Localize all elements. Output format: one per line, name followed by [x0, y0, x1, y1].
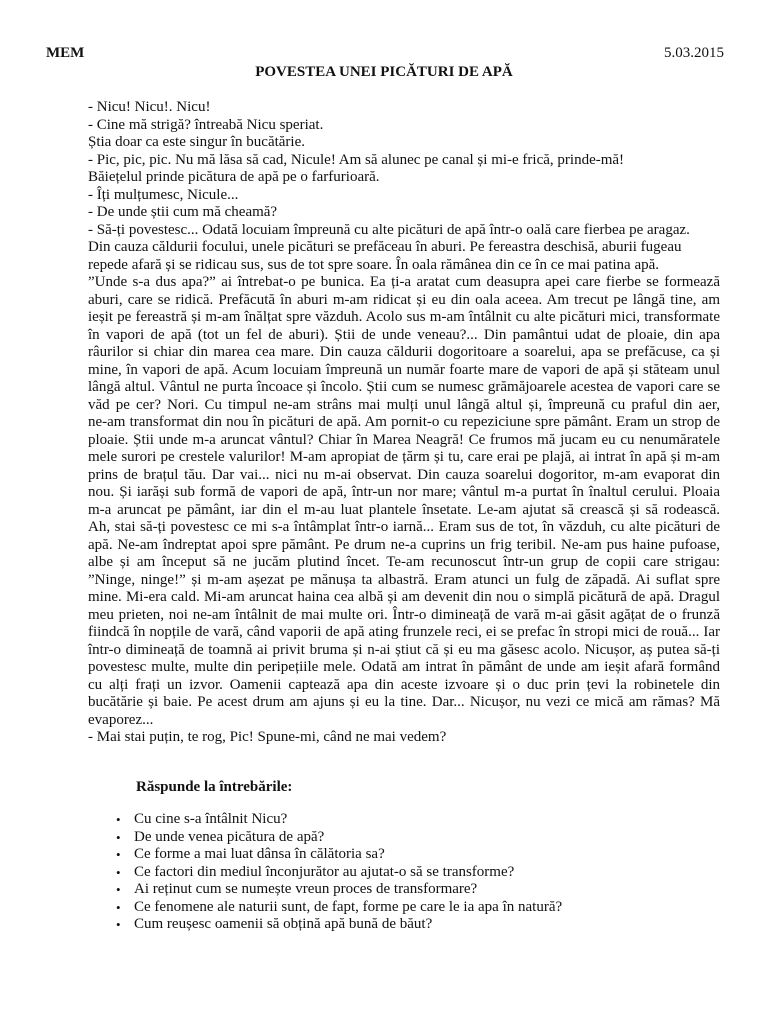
story-line: ”Unde s-a dus apa?” ai întrebat-o pe bunica. Ea ți-a aratat cum deasupra apei care fierbe se formează: [88, 274, 720, 290]
story-line: Ah, stai să-ți povestesc ce mi s-a întâmplat într-o iarnă... Eram sus de tot, în văzduh, cu alte picături de: [88, 519, 720, 535]
story-line: văd pe cer? Nori. Cu timpul ne-am strâns mai mulți unul lângă altul și, împreună cu praful din aer,: [88, 396, 720, 413]
story-line: Din cauza căldurii focului, unele picături se prefăceau în aburi. Pe fereastra deschisă, aburii fugeau: [88, 239, 682, 255]
bullet-icon: •: [116, 899, 121, 915]
story-line: evaporez...: [88, 711, 154, 728]
story-line: albe și am început să ne jucăm plutind încet. Te-am recunoscut într-un grup de copii care strigau:: [88, 554, 720, 570]
question-item: [116, 881, 676, 899]
story-line: m-a aruncat pe pământ, iar din el m-au luat plantele însetate. Le-am ajutat să crească și să rodească.: [88, 501, 720, 518]
story-line: râurilor si chiar din marea cea mare. Din cauza căldurii dogoritoare a soarelui, apa se prefăcuse, ca și: [88, 344, 720, 360]
story-line: meu prieten, noi ne-am întâlnit de mai multe ori. Într-o dimineață de vară m-ai găsit agățat de o frunză: [88, 606, 720, 623]
question-text: Ce fenomene ale naturii sunt, de fapt, forme pe care le ia apa în natură?: [134, 898, 563, 915]
question-item: [116, 899, 676, 917]
bullet-icon: •: [116, 829, 121, 845]
story-line: ne-am transformat din nou în picături de apă. Am pornit-o cu repeziciune spre pământ. Eram un strop de: [88, 414, 720, 430]
story-line: repede afară și se ridicau sus, sus de tot spre soare. În oala rămânea din ce în ce mai patina apă.: [88, 256, 660, 273]
question-item: [116, 916, 676, 934]
questions-list: [116, 811, 676, 934]
story-line: într-o dimineață de toamnă ai privit bruma și n-ai știut că și eu ma găsesc acolo. Nicușor, aș putea să-ți: [88, 641, 720, 658]
bullet-icon: •: [116, 882, 121, 897]
story-text: [88, 99, 720, 747]
question-item: [116, 811, 676, 829]
question-item: [116, 846, 676, 864]
question-text: Ai reținut cum se numește vreun proces de transformare?: [134, 881, 478, 897]
bullet-icon: •: [116, 864, 121, 880]
story-line: ”Ninge, ninge!” și m-am așezat pe mănușa ta albastră. Eram atunci un fulg de zăpadă. Ai suflat spre: [88, 571, 720, 588]
document-date: 5.03.2015: [664, 45, 724, 61]
story-line: cu alți frați un izvor. Oamenii captează apa din aceste izvoare și o duc prin țevi la robinetele din: [88, 676, 720, 693]
story-line: nou. Și iarăși sub formă de vapori de apă, într-un nor mare; vântul m-a purtat în înaltul cerului. Ploaia: [88, 484, 720, 500]
story-line: - Cine mă strigă? întreabă Nicu speriat.: [88, 116, 324, 133]
question-text: Ce forme a mai luat dânsa în călătoria sa?: [134, 846, 385, 862]
story-line: apă. Ne-am îndreptat apoi spre pământ. Pe drum ne-a cuprins un frig teribil. Ne-am pus haine pufoase,: [88, 536, 720, 553]
story-line: ieșit pe fereastră și m-am înălțat spre văzduh. Acolo sus m-am întâlnit cu alte picături mici, transformate: [88, 309, 720, 325]
question-item: [116, 864, 676, 882]
bullet-icon: •: [116, 812, 121, 827]
story-line: Băiețelul prinde picătura de apă pe o farfurioară.: [88, 169, 380, 185]
story-line: ploaie. Știi unde m-a aruncat vântul? Chiar în Marea Neagră! Ce frumos mă jucam eu cu nenumăratele: [88, 431, 720, 448]
story-line: - Pic, pic, pic. Nu mă lăsa să cad, Nicule! Am să alunec pe canal și mi-e frică, prinde-mă!: [88, 151, 625, 168]
story-line: în vapori de apă (tot un fel de aburi). Știi de unde veneau?... Din pamântui udat de ploaie, din apa: [88, 326, 720, 343]
question-text: Cum reușesc oamenii să obțină apă bună de băut?: [134, 916, 433, 932]
story-line: mine. Mi-era cald. Mi-am aruncat haina cea albă și am devenit din nou o simplă picătură de apă. Dragul: [88, 589, 720, 605]
story-line: fiindcă în nopțile de vară, când vaporii de apă ating frunzele reci, ei se prefac în stropi mici de rouă... Iar: [88, 624, 720, 640]
story-line: - De unde știi cum mă cheamă?: [88, 204, 278, 220]
story-line: - Mai stai puțin, te rog, Pic! Spune-mi, când ne mai vedem?: [88, 729, 447, 745]
bullet-icon: •: [116, 847, 121, 862]
question-text: Cu cine s-a întâlnit Nicu?: [134, 811, 288, 827]
question-text: Ce factori din mediul înconjurător au ajutat-o să se transforme?: [134, 863, 515, 880]
story-line: - Nicu! Nicu!. Nicu!: [88, 99, 211, 115]
question-item: [116, 829, 676, 847]
bullet-icon: •: [116, 917, 121, 932]
story-line: aburi, care se ridică. Prefăcută în aburi m-am ridicat și eu din oala aceea. Am trecut pe lângă tine, am: [88, 291, 720, 308]
questions-heading: Răspunde la întrebările:: [136, 779, 293, 795]
story-line: povestesc multe, multe din peripețiile mele. Odată am intrat în pământ de unde am ieșit afară formând: [88, 659, 720, 675]
story-line: lângă altul. Vântul ne purta încoace și încolo. Știi cum se numesc grămăjoarele acestea de vapori care se: [88, 379, 720, 395]
question-text: De unde venea picătura de apă?: [134, 828, 325, 845]
story-line: Știa doar ca este singur în bucătărie.: [88, 134, 306, 150]
story-line: - Să-ți povestesc... Odată locuiam împreună cu alte picături de apă într-o oală care fierbea pe aragaz.: [88, 221, 690, 238]
author-initials: MEM: [46, 45, 85, 61]
story-line: mine, în vapori de apă. Acum locuiam împreună un număr foarte mare de vapori de apă și stăteam unul: [88, 361, 720, 378]
story-line: bucătărie și baie. Pe acest drum am ajuns și eu la tine. Dar... Nicușor, nu vezi ce mică am rămas? Mă: [88, 694, 720, 710]
story-line: mele surori pe crestele valurilor! M-am apropiat de țărm și tu, care erai pe plajă, ai intrat în apă și m-am: [88, 449, 720, 465]
story-line: - Îți mulțumesc, Nicule...: [88, 186, 239, 203]
page-title: POVESTEA UNEI PICĂTURI DE APĂ: [255, 64, 513, 80]
story-line: prins de brațul tău. Dar vai... nici nu m-ai observat. Din cauza soarelui dogoritor, m-am evaporat din: [88, 466, 720, 483]
